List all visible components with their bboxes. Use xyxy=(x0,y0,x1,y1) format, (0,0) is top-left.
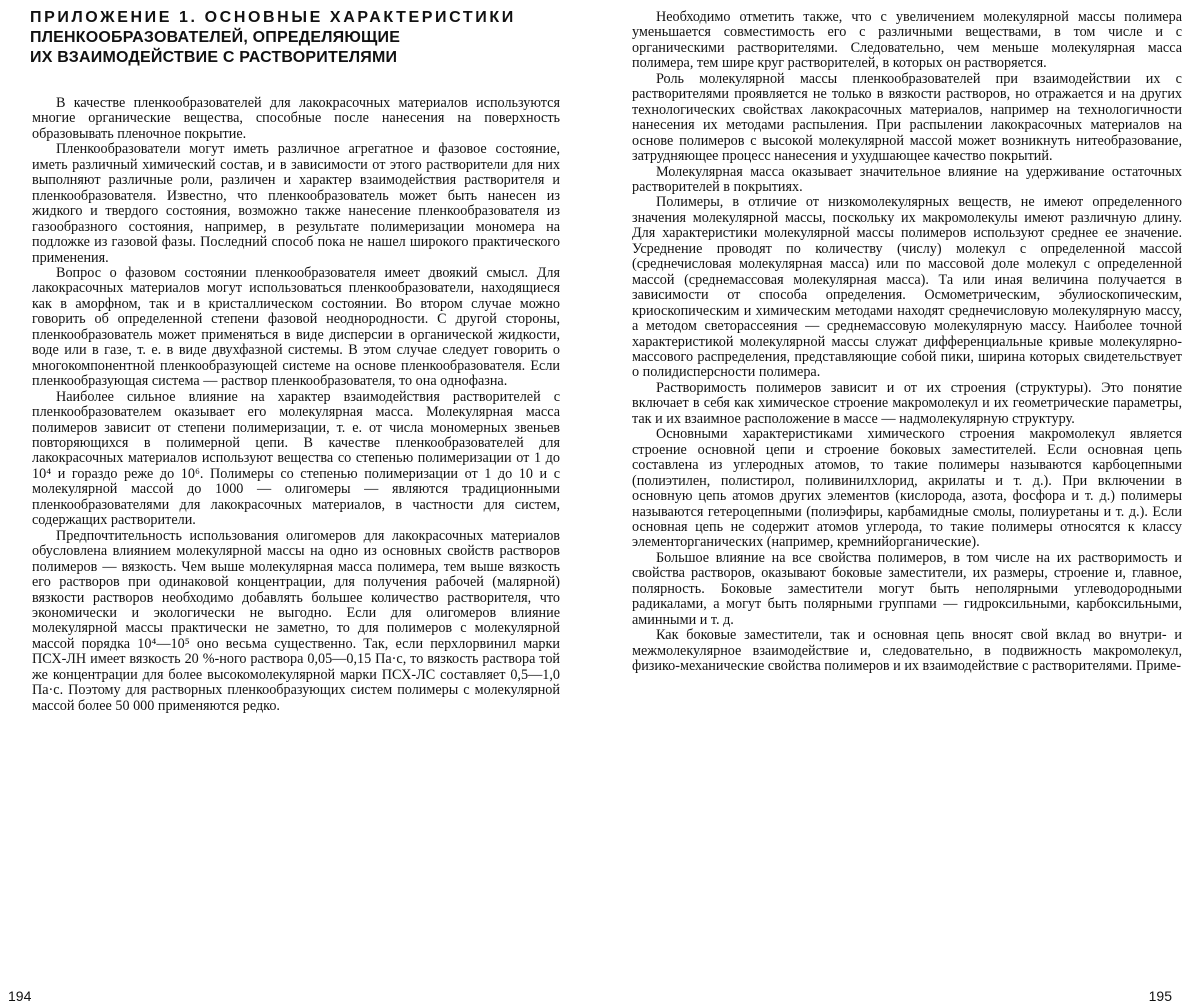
left-page-body xyxy=(32,96,560,714)
paragraph: Вопрос о фазовом состоянии пленкообразователя имеет двоякий смысл. Для лакокрасочных материалов могут использоваться пленкообразователи, находящиеся как в аморфном, так и в кристаллическом состоянии. Во втором случае можно говорить об определенной степени фазовой неоднородности. С другой стороны, пленкообразователь может применяться в виде дисперсии в органической жидкости, воде или в газе, т. е. в виде двухфазной системы. В этом случае следует говорить о многокомпонентной пленкообразующей системе на основе пленкообразователя. Если пленкообразующая система — раствор пленкообразователя, то она однофазна. xyxy=(32,264,560,390)
paragraph: В качестве пленкообразователей для лакокрасочных материалов используются многие органические вещества, способные после нанесения на поверхность образовывать пленочное покрытие. xyxy=(32,95,560,142)
right-page-body xyxy=(632,10,1182,674)
page-number: 195 xyxy=(1148,988,1172,1004)
page-number: 194 xyxy=(8,988,32,1004)
title-line: ПЛЕНКООБРАЗОВАТЕЛЕЙ, ОПРЕДЕЛЯЮЩИЕ xyxy=(30,29,401,46)
appendix-title xyxy=(30,8,550,68)
paragraph: Полимеры, в отличие от низкомолекулярных веществ, не имеют определенного значения молекулярной массы, поскольку их макромолекулы имеют различную длину. Для характеристики молекулярной массы полимеров используют среднее ее значение. Усреднение проводят по количеству (числу) молекул с определенной массой (среднечисловая молекулярная масса) или по массовой доле молекул с определенной массой (среднемассовая молекулярная масса). Та или иная величина получается в зависимости от способа определения. Осмометрическим, эбулиоскопическим, криоскопическим и химическим методами находят среднечисловую молекулярную массу, а методом светорассеяния — среднемассовую молекулярную массу. Наиболее точной характеристикой молекулярной массы служат дифференциальные кривые молекулярно-массового распределения, представляющие собой пики, ширина которых свидетельствует о полидисперсности полимера. xyxy=(632,194,1182,381)
paragraph: Предпочтительность использования олигомеров для лакокрасочных материалов обусловлена влиянием молекулярной массы на одно из основных свойств растворов полимеров — вязкость. Чем выше молекулярная масса полимера, тем выше вязкость его растворов при одинаковой концентрации, для получения рабочей (малярной) вязкости растворов необходимо добавлять большее количество растворителя, что экономически и экологически не выгодно. Если для олигомеров влияние молекулярной массы практически не заметно, то для полимеров с молекулярной массой порядка 10⁴—10⁵ оно весьма существенно. Так, если перхлорвинил марки ПСХ-ЛН имеет вязкость 20 %-ного раствора 0,05—0,15 Па·с, то вязкость раствора той же концентрации для более высокомолекулярной марки ПСХ-ЛС составляет 0,5—1,0 Па·с. Поэтому для растворных пленкообразующих систем полимеры с молекулярной массой более 50 000 применяются редко. xyxy=(32,527,560,714)
title-line: ПРИЛОЖЕНИЕ 1. ОСНОВНЫЕ ХАРАКТЕРИСТИКИ xyxy=(30,9,516,26)
right-page xyxy=(600,0,1200,1008)
paragraph: Роль молекулярной массы пленкообразователей при взаимодействии их с растворителями проявляется не только в вязкости растворов, но отражается и на других технологических свойствах лакокрасочных материалов, например на технологичности нанесения их методами распыления. При распылении лакокрасочных материалов на основе полимеров с высокой молекулярной массой может возникнуть нитеобразование, затрудняющее процесс нанесения и ухудшающее качество покрытий. xyxy=(632,70,1182,165)
paragraph: Как боковые заместители, так и основная цепь вносят свой вклад во внутри- и межмолекулярное взаимодействие и, следовательно, в подвижность макромолекул, физико-механические свойства полимеров и их взаимодействие с растворителями. Приме- xyxy=(632,627,1182,675)
paragraph: Большое влияние на все свойства полимеров, в том числе на их растворимость и свойства растворов, оказывают боковые заместители, их размеры, строение и, главное, полярность. Боковые заместители могут быть неполярными углеводородными радикалами, а могут быть полярными группами — гидроксильными, карбоксильными, аминными и т. д. xyxy=(632,549,1182,628)
title-line: ИХ ВЗАИМОДЕЙСТВИЕ С РАСТВОРИТЕЛЯМИ xyxy=(30,49,398,66)
paragraph: Основными характеристиками химического строения макромолекул является строение основной цепи и строение боковых заместителей. Если основная цепь составлена из углеродных атомов, то такие полимеры называются карбоцепными (полиэтилен, полистирол, поливинилхлорид, акрилаты и т. д.). При включении в основную цепь атомов других элементов (кислорода, азота, фосфора и т. д.) полимеры называются гетероцепными (полиэфиры, карбамидные смолы, полиуретаны и т. д.). Если основная цепь не содержит атомов углерода, то такие полимеры относятся к классу элементорганических (например, кремнийорганические). xyxy=(632,426,1182,551)
paragraph: Необходимо отметить также, что с увеличением молекулярной массы полимера уменьшается совместимость его с различными веществами, в том числе и с органическими растворителями. Следовательно, чем меньше молекулярная масса полимера, тем шире круг растворителей, в которых он растворяется. xyxy=(632,9,1182,72)
paragraph: Молекулярная масса оказывает значительное влияние на удерживание остаточных растворителей в покрытиях. xyxy=(632,163,1182,195)
paragraph: Растворимость полимеров зависит и от их строения (структуры). Это понятие включает в себя как химическое строение макромолекул и их геометрические параметры, так и их взаимное расположение в массе — надмолекулярную структуру. xyxy=(632,379,1182,427)
paragraph: Наиболее сильное влияние на характер взаимодействия растворителей с пленкообразователем оказывает его молекулярная масса. Молекулярная масса полимеров зависит от степени полимеризации, т. е. от числа мономерных звеньев повторяющихся в полимерной цепи. В качестве пленкообразователей для лакокрасочных материалов используют вещества со степенью полимеризации от 1 до 10⁴ и гораздо реже до 10⁶. Полимеры со степенью полимеризации от 1 до 10 и с молекулярной массой до 1000 — олигомеры — являются традиционными пленкообразователями для лакокрасочных материалов, в частности для систем, содержащих растворители. xyxy=(32,388,560,529)
paragraph: Пленкообразователи могут иметь различное агрегатное и фазовое состояние, иметь различный химический состав, и в зависимости от этого растворители для них выполняют различные роли, различен и характер взаимодействия растворителя и пленкообразователя. Известно, что пленкообразователь может быть нанесен из жидкого и твердого состояния, возможно также нанесение пленкообразователя из газообразного состояния, например, в результате полимеризации мономера на подложке из газовой фазы. Последний способ пока не нашел широкого практического применения. xyxy=(32,141,560,266)
